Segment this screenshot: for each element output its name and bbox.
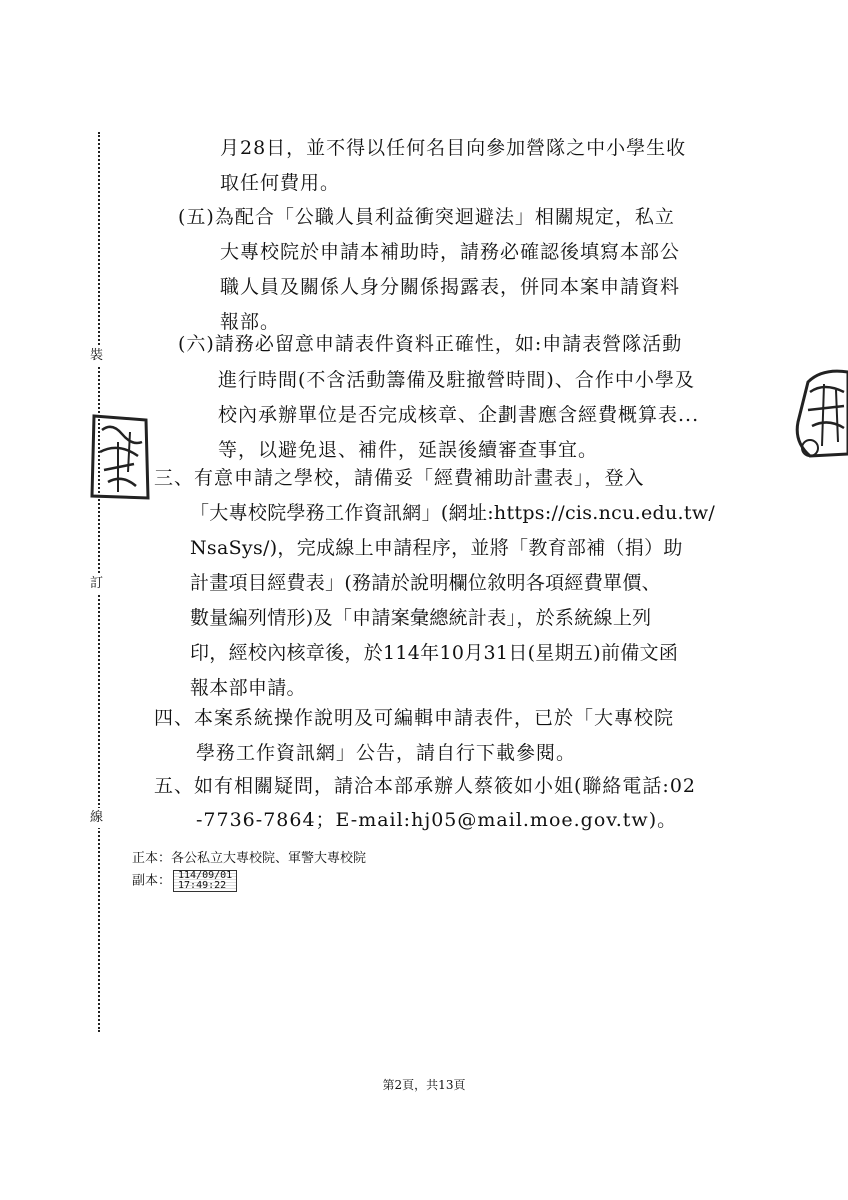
- item-four-first-line: [154, 702, 674, 737]
- text-line: 大專校院於申請本補助時，請務必確認後填寫本部公: [220, 241, 681, 263]
- item-five-body: [220, 236, 680, 341]
- text-line: 校內承辦單位是否完成核章、企劃書應含經費概算表...: [218, 404, 700, 426]
- text-line: 報部。: [220, 311, 281, 333]
- text-line: 學務工作資訊網」公告，請自行下載參閱。: [196, 742, 577, 764]
- text-line: 數量編列情形)及「申請案彙總統計表」，於系統線上列: [190, 607, 652, 629]
- item-six-body: [218, 364, 699, 469]
- text-line: -7736-7864；E-mail:hj05@mail.moe.gov.tw)。: [196, 809, 678, 831]
- item-six-first-line: [178, 328, 682, 363]
- text-line: 五、如有相關疑問，請洽本部承辦人蔡筱如小姐(聯絡電話:02: [154, 775, 696, 797]
- text-line: 取任何費用。: [220, 172, 341, 194]
- text-line: (五)為配合「公職人員利益衝突迴避法」相關規定，私立: [178, 206, 675, 228]
- text-line: 報本部申請。: [190, 677, 306, 699]
- item-five-first-line: [178, 201, 675, 236]
- text-line: 等，以避免退、補件，延誤後續審查事宜。: [218, 439, 599, 461]
- text-line: 計畫項目經費表」(務請於說明欄位敘明各項經費單價、: [190, 572, 661, 594]
- right-seal-stamp: [788, 362, 848, 462]
- item-four-body: [196, 737, 576, 772]
- text-line: 「大專校院學務工作資訊網」(網址:https://cis.ncu.edu.tw/: [190, 502, 716, 524]
- original-recipients: 正本：各公私立大專校院、軍警大專校院: [132, 851, 367, 866]
- binding-mark-zhuang: 裝: [90, 346, 103, 366]
- item-continuation: [220, 132, 686, 202]
- item-five-contact-body: [196, 804, 677, 839]
- text-line: 四、本案系統操作說明及可編輯申請表件，已於「大專校院: [154, 707, 675, 729]
- copy-recipients: [132, 870, 237, 892]
- stamp-date: 114/09/01: [178, 870, 233, 881]
- text-line: 印，經校內核章後，於114年10月31日(星期五)前備文函: [190, 642, 679, 664]
- stamp-time: 17:49:22: [178, 880, 227, 891]
- text-line: NsaSys/)，完成線上申請程序，並將「教育部補（捐）助: [190, 537, 683, 559]
- item-five-contact-first-line: [154, 770, 696, 805]
- left-seal-stamp: [88, 412, 152, 504]
- text-line: 月28日，並不得以任何名目向參加營隊之中小學生收: [220, 137, 687, 159]
- page-number-footer: 第2頁，共13頁: [382, 1078, 466, 1092]
- item-three-first-line: [154, 462, 645, 497]
- binding-mark-xian: 線: [90, 808, 103, 828]
- text-line: 三、有意申請之學校，請備妥「經費補助計畫表」，登入: [154, 467, 645, 489]
- text-line: 職人員及關係人身分關係揭露表，併同本案申請資料: [220, 276, 681, 298]
- copy-label: 副本：: [132, 873, 172, 889]
- datetime-stamp: [173, 870, 237, 892]
- text-line: 進行時間(不含活動籌備及駐撤營時間)、合作中小學及: [218, 369, 695, 391]
- text-line: (六)請務必留意申請表件資料正確性，如:申請表營隊活動: [178, 333, 683, 355]
- binding-mark-ding: 訂: [90, 574, 103, 594]
- item-three-body: [190, 497, 715, 707]
